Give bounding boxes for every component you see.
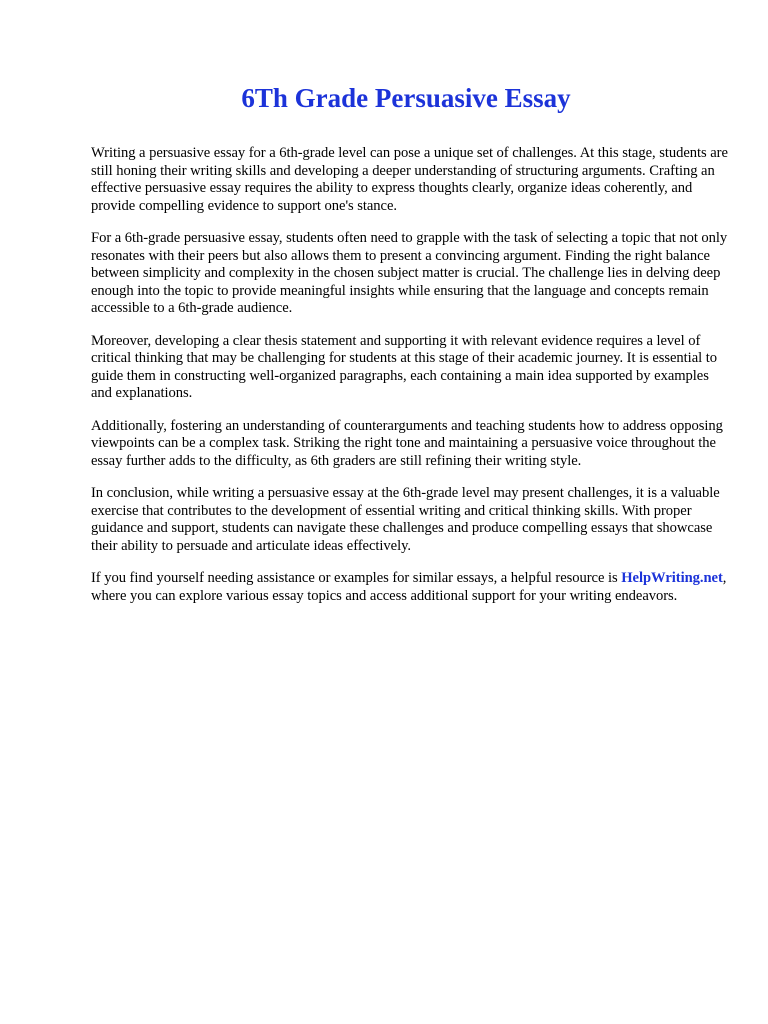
helpwriting-link[interactable]: HelpWriting.net <box>621 570 723 586</box>
resource-text-before-link: If you find yourself needing assistance or examples for similar essays, a helpful resource is <box>91 570 622 586</box>
paragraph-intro: Writing a persuasive essay for a 6th-grade level can pose a unique set of challenges. At this stage, students are still honing their writing skills and developing a deeper understanding of structuring arguments. Crafting an effective persuasive essay requires the ability to express thoughts clearly, organize ideas coherently, and provide compelling evidence to support one's stance. <box>91 145 728 214</box>
paragraph-topic-selection: For a 6th-grade persuasive essay, students often need to grapple with the task of selecting a topic that not only resonates with their peers but also allows them to present a convincing argument. Finding the right balance between simplicity and complexity in the chosen subject matter is crucial. The challenge lies in delving deep enough into the topic to provide meaningful insights while ensuring that the language and concepts remain accessible to a 6th-grade audience. <box>91 230 728 316</box>
document-body <box>91 145 731 620</box>
paragraph-resource <box>91 570 731 605</box>
paragraph-thesis: Moreover, developing a clear thesis statement and supporting it with relevant evidence requires a level of critical thinking that may be challenging for students at this stage of their academic journey. It is essential to guide them in constructing well-organized paragraphs, each containing a main idea supported by examples and explanations. <box>91 332 717 401</box>
resource-text-after-link: , where you can explore various essay topics and access additional support for your writing endeavors. <box>91 570 727 604</box>
paragraph-counterarguments: Additionally, fostering an understanding of counterarguments and teaching students how to address opposing viewpoints can be a complex task. Striking the right tone and maintaining a persuasive voice throughout the essay further adds to the difficulty, as 6th graders are still refining their writing style. <box>91 417 723 469</box>
paragraph-conclusion: In conclusion, while writing a persuasive essay at the 6th-grade level may present challenges, it is a valuable exercise that contributes to the development of essential writing and critical thinking skills. With proper guidance and support, students can navigate these challenges and produce compelling essays that showcase their ability to persuade and articulate ideas effectively. <box>91 485 720 554</box>
document-title: 6Th Grade Persuasive Essay <box>241 83 571 113</box>
